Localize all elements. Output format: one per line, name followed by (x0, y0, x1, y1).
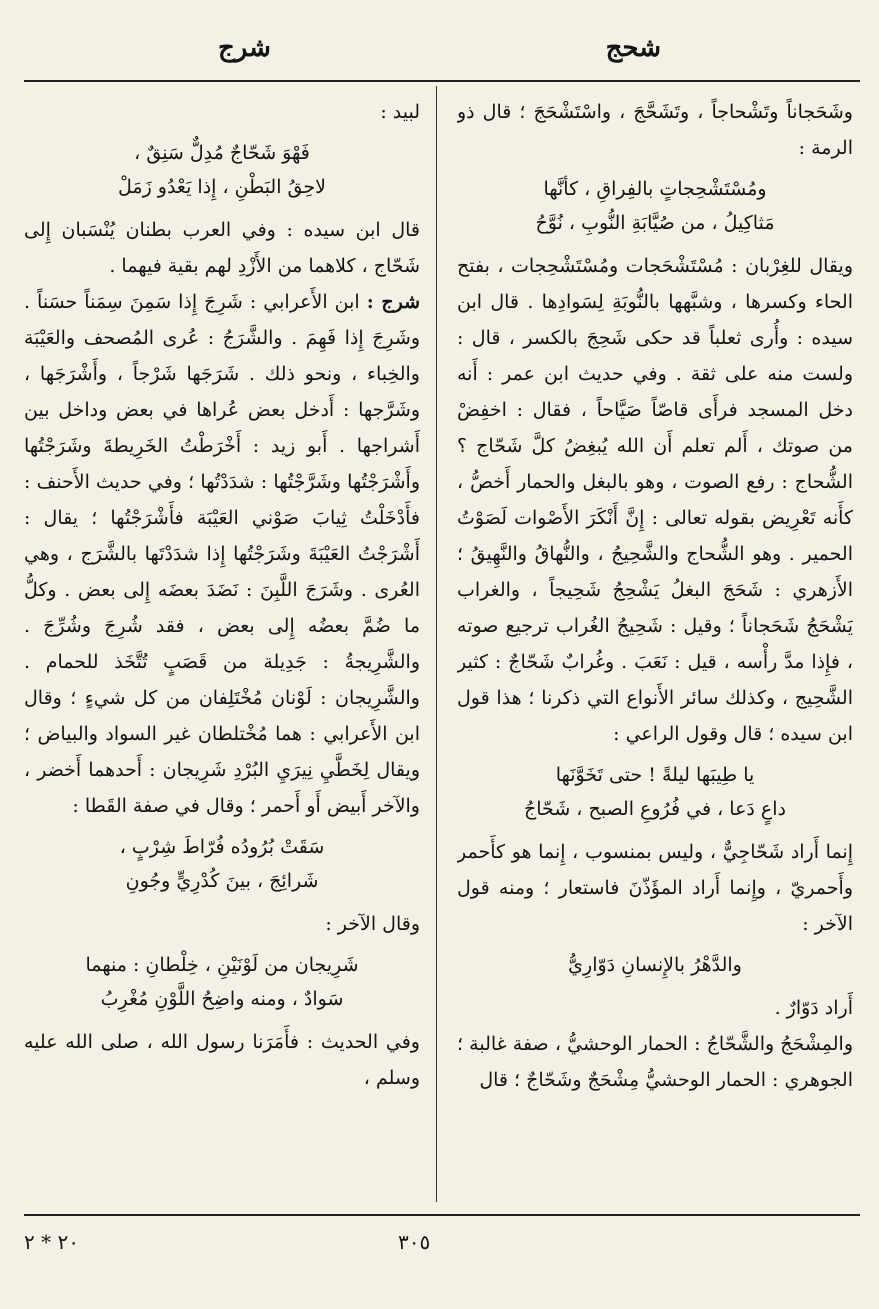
header-entry-word-left: شرج (218, 33, 271, 63)
verse-line: داعٍ دَعا ، في فُرُوعِ الصبح ، شَحّاجُ (524, 798, 786, 820)
verse (457, 172, 853, 240)
verse-line: والدَّهْرُ بالإِنسانِ دَوّارِيُّ (568, 954, 742, 976)
left-column (24, 94, 420, 1206)
right-column (457, 94, 853, 1206)
paragraph: وشَحَجاناً وتَشْحاجاً ، وتَشَحَّجَ ، واسْتَشْحَجَ ؛ قال ذو الرمة : (457, 101, 853, 159)
verse-line: فَهْوَ شَحّاجٌ مُدِلٌّ سَنِقٌ ، (134, 142, 310, 164)
verse-line: مَثاكِيلُ ، من صُيَّابَةِ النُّوبِ ، نُوَّحُ (535, 212, 775, 234)
signature-mark: ٢٠ * ٢ (24, 1230, 79, 1254)
verse-line: لاحِقُ البَطْنِ ، إِذا يَعْدُو زَمَلْ (118, 176, 326, 198)
entry-headword: شرج : (366, 291, 420, 313)
paragraph: قال ابن سيده : وفي العرب بطنان يُنْسَبان إِلى شَحّاج ، كلاهما من الأَزْدِ لهم بقية فيهما . (24, 219, 420, 277)
bottom-rule (24, 1214, 860, 1216)
entry-paragraph (24, 284, 420, 824)
page-number: ٣٠٥ (398, 1230, 431, 1254)
verse (457, 948, 853, 982)
verse (457, 758, 853, 826)
paragraph: وقال الآخر : (325, 913, 420, 935)
verse-line: شَرِيجان من لَوْنَيْنِ ، خِلْطانِ : منهما (85, 954, 359, 976)
header-entry-word-right: شحج (605, 33, 661, 63)
paragraph: أَراد دَوّارٌ . (774, 997, 853, 1019)
verse-line: سَوادٌ ، ومنه واضِحُ اللَّوْنِ مُغْرِبُ (100, 988, 344, 1010)
verse-line: سَقَتْ بُرُودُه فُرّاطَ شِرْبٍ ، (119, 836, 325, 858)
verse-line: ومُسْتَشْحِجاتٍ بالفِراقِ ، كأنَّها (543, 178, 767, 200)
verse (24, 830, 420, 898)
paragraph: إِنما أَراد شَحّاجِيٌّ ، وليس بمنسوب ، إِنما هو كأَحمر وأَحمريّ ، وإِنما أَراد المؤَذّنَ فاستعار ؛ ومنه قول الآخر : (457, 841, 853, 935)
paragraph: والمِشْحَجُ والشَّحّاجُ : الحمار الوحشيُّ ، صفة غالبة ؛ الجوهري : الحمار الوحشيُّ مِشْحَجٌ وشَحّاجٌ ؛ قال (457, 1033, 853, 1091)
verse (24, 136, 420, 204)
verse-line: يا طِيبَها ليلةً ! حتى تَخَوَّنَها (555, 764, 755, 786)
verse-line: شَرائِجَ ، بينَ كُدْرِيٍّ وجُونِ (125, 870, 319, 892)
paragraph: وفي الحديث : فأَمَرَنا رسول الله ، صلى الله عليه وسلم ، (24, 1031, 420, 1089)
top-rule (24, 80, 860, 82)
paragraph: لبيد : (380, 101, 420, 123)
entry-text: ابن الأَعرابي : شَرِجَ إِذا سَمِنَ سِمَناً حسَناً . وشَرِجَ إِذا فَهِمَ . والشَّرَجُ : عُرى المُصحف والعَيْبَة والخِباء ، ونحو ذلك . شَرَجَها شَرْجاً ، وأَشْرَجَها ، وشَرَّجها : أَدخل بعض عُراها في بعض وداخل بين أَشراجها . أَبو زيد : أَخْرَطْتُ الخَرِيطةَ وشَرَجْتُها وأَشْرَجْتُها وشَرَّجْتُها : شدَدْتُها ؛ وفي حديث الأَحنف : فأَدْخَلْتُ ثِيابَ صَوْني العَيْبَة فأَشْرَجْتُها ؛ يقال : أَشْرَجْتُ العَيْبَةَ وشَرَجْتُها إِذا شدَدْتَها بالشَّرَج ، وهي العُرى . وشَرَجَ اللَّبِنَ : نَضَدَ بعضَه إِلى بعض . وكلُّ ما ضُمَّ بعضُه إِلى بعض ، فقد شُرِجَ وشُرِّجَ . والشَّرِيجةُ : جَدِيلة من قَصَبٍ تُتَّخَذ للحمام . والشَّرِيجان : لَوْنان مُخْتَلِفان من كل شيءٍ ؛ وقال ابن الأَعرابي : هما مُخْتلطان غير السواد والبياض ؛ ويقال لِخَطَّيِ نِيرَيِ البُرْدِ شَرِيجان : أَحدهما أَخضر ، والآخر أَبيض أَو أَحمر ؛ وقال في صفة القَطا : (24, 291, 420, 817)
verse (24, 948, 420, 1016)
paragraph: ويقال للغِرْبان : مُسْتَشْحَجات ومُسْتَشْحِجات ، بفتح الحاء وكسرها ، وشبَّهها بالنُّوبَةِ لِسَوادِها . قال ابن سيده : وأُرى ثعلباً قد حكى شَحِجَ بالكسر ، قال : ولست منه على ثقة . وفي حديث ابن عمر : أَنه دخل المسجد فرأَى قاصّاً صَيَّاحاً ، فقال : اخفِضْ من صوتك ، أَلم تعلم أَن الله يُبغِضُ كلَّ شَحّاج ؟ الشُّحاج : رفع الصوت ، وهو بالبغل والحمار أَخصُّ ، كأَنه تَعْرِيض بقوله تعالى : إِنَّ أَنْكَرَ الأَصْوات لَصَوْتُ الحمير . وهو الشُّحاج والشَّحِيجُ ، والنُّهاقُ والنَّهِيقُ ؛ الأَزهري : شَحَجَ البغلُ يَشْحِجُ شَحِيجاً ، والغراب يَشْحَجُ شَحَجاناً ؛ وقيل : شَحِيجُ الغُراب ترجيع صوته ، فإِذا مدَّ رأْسه ، قيل : نَعَبَ . وغُرابٌ شَحّاجٌ : كثير الشَّحِيج ، وكذلك سائر الأَنواع التي ذكرنا ؛ هذا قول ابن سيده ؛ قال وقول الراعي : (457, 255, 853, 745)
column-divider (436, 86, 437, 1202)
